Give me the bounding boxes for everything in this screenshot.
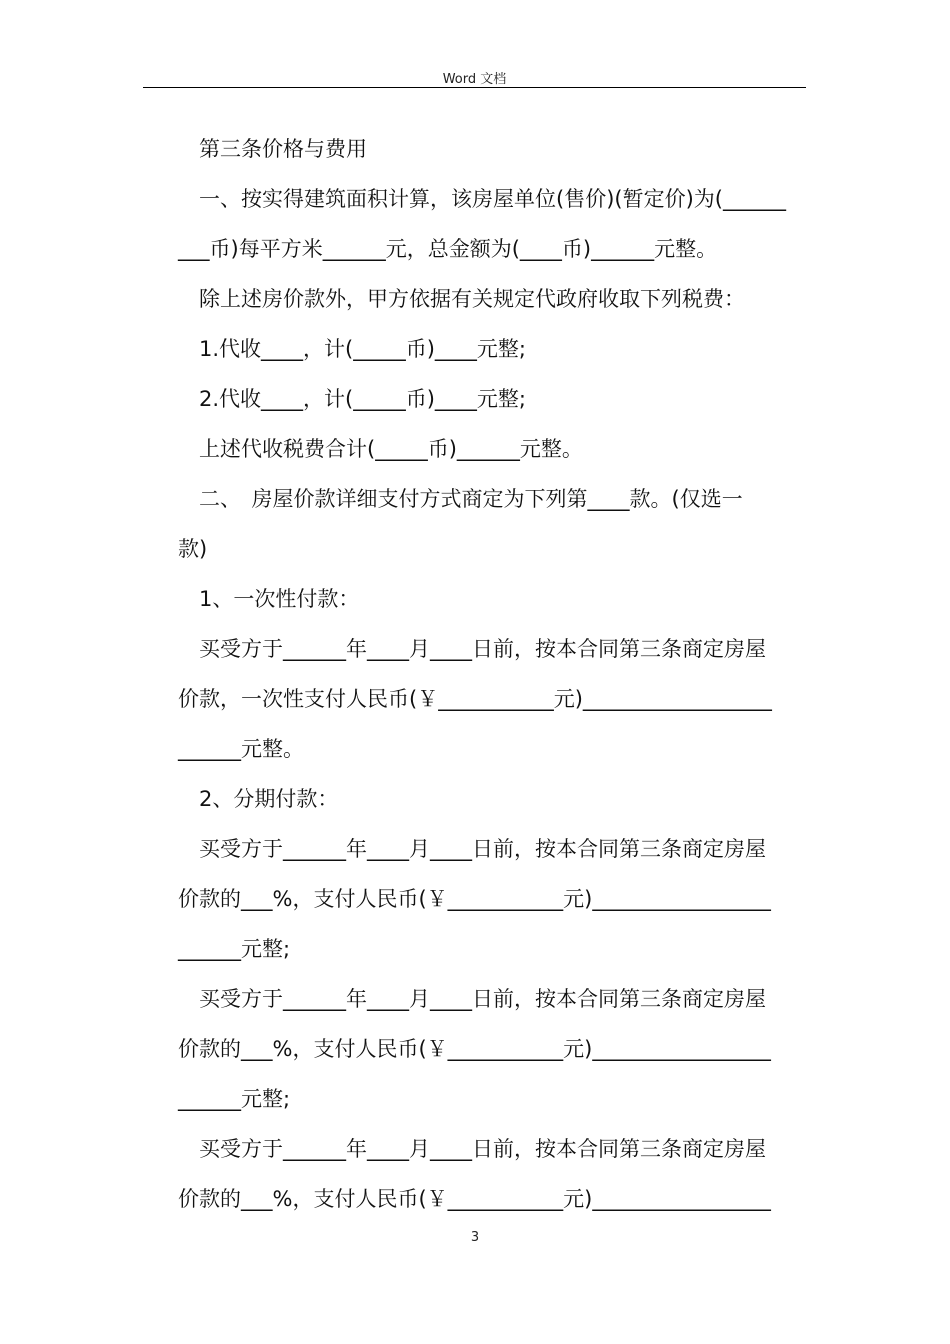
body-line: 款) [178,537,208,561]
body-line: ___币)每平方米______元，总金额为(____币)______元整。 [178,237,718,261]
body-line: ______元整。 [178,737,304,761]
body-line: ______元整; [178,1087,291,1111]
body-line: 买受方于______年____月____日前，按本合同第三条商定房屋 [199,637,766,661]
body-line: 除上述房价款外，甲方依据有关规定代政府收取下列税费： [199,287,745,311]
body-line: 价款的___%，支付人民币(￥___________元)_________________ [178,887,771,911]
section-title: 第三条价格与费用 [199,137,367,161]
body-line: 一、按实得建筑面积计算，该房屋单位(售价)(暂定价)为(______ [199,187,786,211]
document-body [178,124,804,1224]
body-line: 买受方于______年____月____日前，按本合同第三条商定房屋 [199,837,766,861]
body-line: 1、一次性付款： [199,587,360,611]
page-number: 3 [470,1230,480,1245]
header-divider [143,87,806,88]
body-line: ______元整; [178,937,291,961]
body-line: 买受方于______年____月____日前，按本合同第三条商定房屋 [199,1137,766,1161]
body-line: 1.代收____，计(_____币)____元整; [199,337,526,361]
body-line: 价款，一次性支付人民币(￥___________元)__________________ [178,687,772,711]
body-line: 上述代收税费合计(_____币)______元整。 [199,437,583,461]
body-line: 价款的___%，支付人民币(￥___________元)_________________ [178,1187,771,1211]
body-line: 二、 房屋价款详细支付方式商定为下列第____款。(仅选一 [199,487,743,511]
body-line: 2、分期付款： [199,787,339,811]
body-line: 买受方于______年____月____日前，按本合同第三条商定房屋 [199,987,766,1011]
body-line: 价款的___%，支付人民币(￥___________元)_________________ [178,1037,771,1061]
body-line: 2.代收____，计(_____币)____元整; [199,387,526,411]
page-header: Word 文档 [442,72,507,87]
